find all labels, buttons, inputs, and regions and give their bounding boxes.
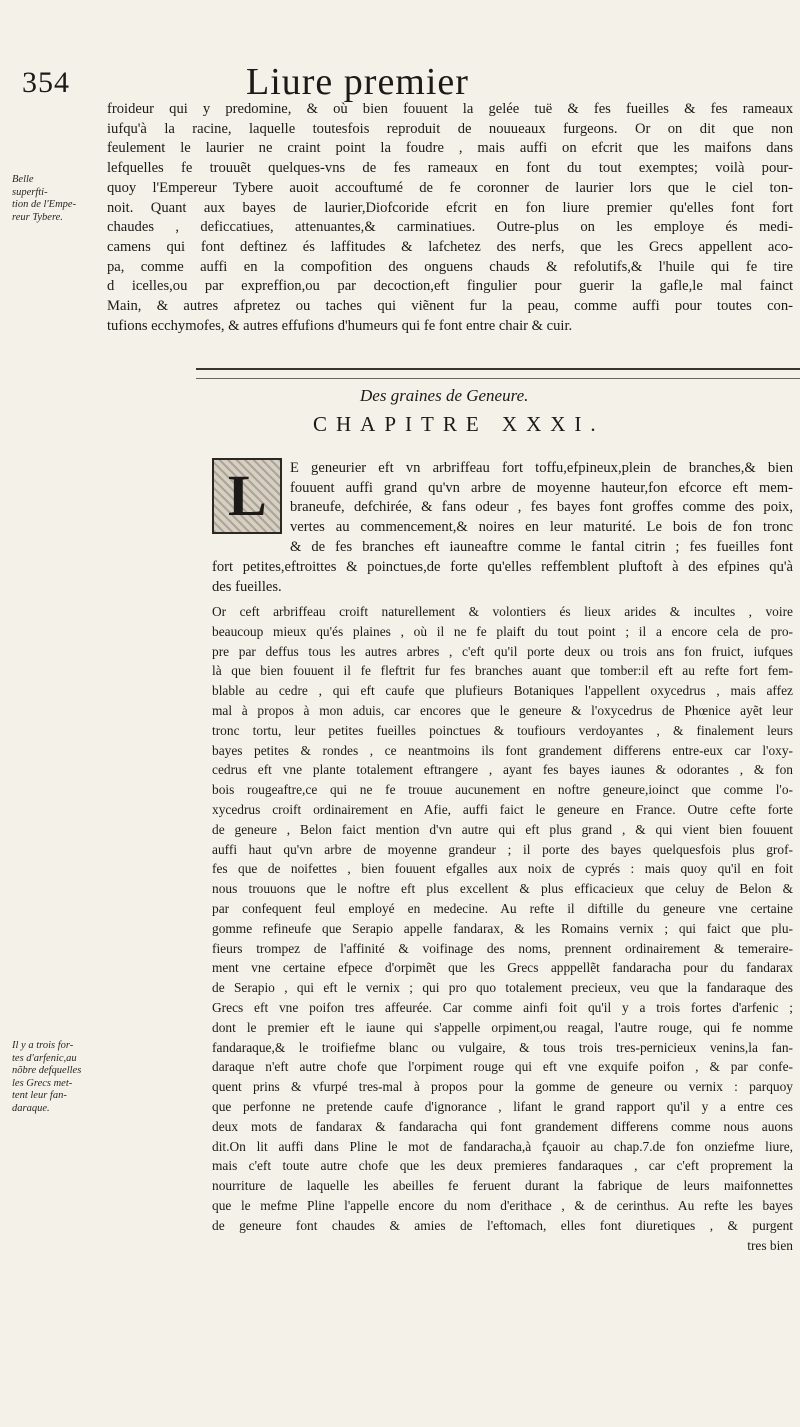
text-line: nourriture de laquelle les abeilles fe feruent durant la fabrique de leurs maifonnettes xyxy=(212,1178,793,1194)
text-line: tufions ecchymofes, & autres effufions d'humeurs qui fe font entre chair & cuir. xyxy=(107,317,573,334)
text-line: daraque n'eft autre chofe que l'orpiment rouge qui eft vne exquife poifon , & par confe- xyxy=(212,1059,793,1075)
paragraph-oxycedrus xyxy=(212,602,793,1255)
text-line: fieurs trompez de l'affinité & voifinage des noms, prennent ordinairement & temeraire- xyxy=(212,940,793,956)
text-line: deux mots de fandarax & fandaracha qui font grandement differens comme nous auons xyxy=(212,1118,793,1134)
marginal-line: daraque. xyxy=(12,1102,50,1114)
initial-letter: L xyxy=(228,463,267,528)
decorated-initial xyxy=(212,458,282,534)
marginal-line: Belle xyxy=(12,174,34,185)
chapter-heading: CHAPITRE XXXI. xyxy=(313,412,605,436)
text-line: E geneurier eft vn arbriffeau fort toffu,efpineux,plein de branches,& bien xyxy=(290,460,793,476)
catchword: tres bien xyxy=(747,1237,793,1253)
text-line: camens qui font deftinez és laffitudes & lafchetez des nerfs, que les Grecs appellent aco- xyxy=(107,238,793,255)
paragraph-laurier xyxy=(107,100,793,336)
text-line: feulement le laurier ne craint point la foudre , mais auffi on efcrit que les maifons dans xyxy=(107,140,793,157)
text-line: lefquelles fe trouuẽt quelques-vns de fes rameaux en font du tout exemptes; voilà pour- xyxy=(107,160,793,177)
text-line: braneufe, defchirée, & fans odeur , fes bayes font groffes comme des poix, xyxy=(290,499,793,516)
text-line: des fueilles. xyxy=(212,578,282,595)
text-line: par confequent feul employé en medecine. Au refte il diftille du geneure vne certaine xyxy=(212,900,793,916)
text-line: fort petites,eftroittes & poinctues,de forte qu'elles reffemblent pluftoft à des efpines qu'à xyxy=(212,559,793,575)
text-line: d icelles,ou par expreffion,ou par decoction,eft fingulier pour guerir la gafle,le mal fainct xyxy=(107,278,793,295)
text-line: de geneure font chaudes & amies de l'eftomach, elles font diuretiques , & purgent xyxy=(212,1217,793,1233)
text-line: quoy l'Empereur Tybere auoit accouftumé de fe coronner de laurier lors que le ciel ton- xyxy=(107,179,793,196)
marginal-note-arfenic xyxy=(12,1040,84,1115)
text-line: cedrus eft vne plante totalement eftrangere , ayant fes bayes iaunes & odorantes , & fon xyxy=(212,762,793,778)
text-line: vertes au commencement,& noires en leur maturité. Le bois de fon tronc xyxy=(290,519,793,536)
text-line: mal à propos à mon aduis, car encores que le geneure & l'oxycedrus de Phœnice ayẽt leur xyxy=(212,702,793,718)
marginal-line: nõbre defquelles xyxy=(12,1065,82,1076)
text-line: là que bien fouuent il fe fleftrit fur fes branches auant que tomber:il eft au refte fort fem- xyxy=(212,663,793,679)
text-line: pre par deffus tous les autres arbres , c'eft qu'il porte deux ou trois ans fon fruict, iufques xyxy=(212,643,793,659)
text-line: blable au cedre , qui eft caufe que plufieurs Botaniques l'appellent oxycedrus , mais affez xyxy=(212,683,793,699)
text-line: xycedrus croift ordinairement en Afie, auffi faict le geneure en France. Outre cefte forte xyxy=(212,801,793,817)
text-line: Or ceft arbriffeau croift naturellement & volontiers és lieux arides & incultes , voire xyxy=(212,604,793,619)
marginal-line: les Grecs met- xyxy=(12,1077,73,1089)
marginal-line: tes d'arfenic,au xyxy=(12,1052,77,1064)
text-line: bois rougeaftre,ce qui ne fe trouue aucunement en noftre geneure,ioinct que comme l'o- xyxy=(212,782,793,798)
paragraph-geneurier-intro xyxy=(290,459,793,558)
text-line: Main, & autres afpretez ou taches qui viẽnent fur la peau, comme auffi pour toutes con- xyxy=(107,298,793,315)
text-line: fes que de noifettes , bien fouuent efgalles aux noix de cyprés : mais quoy qu'il en foit xyxy=(212,861,793,877)
text-line: fouuent auffi grand qu'vn arbre de moyenne hauteur,fon efcorce eft mem- xyxy=(290,479,793,496)
text-line: que le mefme Pline l'appelle encore du nom d'erithace , & de cerinthus. Au refte les bayes xyxy=(212,1197,793,1213)
text-line: fandaraque,& le troifiefme blanc ou vulgaire, & tous trois tres-pernicieux venins,la fan- xyxy=(212,1039,793,1055)
text-line: mais c'eft toute autre chofe que les deux premieres fandaraques , car c'eft proprement la xyxy=(212,1158,793,1174)
text-line: & de fes branches eft iauneaftre comme le fantal citrin ; fes fueilles font xyxy=(290,538,793,555)
text-line: auffi haut qu'vn arbre de moyenne grandeur ; il porte des bayes quelquesfois plus grof- xyxy=(212,841,793,857)
marginal-line: superfti- xyxy=(12,186,48,198)
page-number: 354 xyxy=(22,66,70,99)
text-line: bayes petites & rondes , ce neantmoins ils font grandement differens entre-eux car l'oxy- xyxy=(212,742,793,758)
text-line: chaudes , deficcatiues, attenuantes,& carminatiues. Outre-plus on les employe és medi- xyxy=(107,219,793,236)
running-title: Liure premier xyxy=(246,61,469,103)
text-line: Grecs eft vne poifon tres affeurée. Car comme ainfi foit qu'il y a trois fortes d'arfenic ; xyxy=(212,999,793,1015)
text-line: ment vne certaine efpece d'orpimẽt que les Grecs apppellẽt fandaracha pour du fandarax xyxy=(212,960,793,976)
marginal-line: Il y a trois for- xyxy=(12,1040,74,1051)
text-line: iufqu'à la racine, laquelle toutesfois reproduit de nouueaux furgeons. Or on dit que non xyxy=(107,120,793,137)
marginal-line: reur Tybere. xyxy=(12,211,63,223)
text-line: tronc tortu, leur petites fueilles poinctues & toufiours verdoyantes , & finalement leurs xyxy=(212,722,793,738)
text-line: de geneure , Belon faict mention d'vn autre qui eft plus grand , & qui vient bien fouuent xyxy=(212,821,793,837)
marginal-line: tion de l'Empe- xyxy=(12,199,77,210)
text-line: gomme refineufe que Serapio appelle fandarax, & les Romains vernix ; qui faict que plu- xyxy=(212,920,793,936)
marginal-line: tent leur fan- xyxy=(12,1090,67,1101)
marginal-note-tybere xyxy=(12,174,84,224)
text-line: nous trouuons que le noftre eft plus excellent & plus efficacieux que celuy de Belon & xyxy=(212,881,793,897)
text-line: quent prins & vfurpé tres-mal à propos pour la gomme de geneure ou vernix : parquoy xyxy=(212,1079,793,1095)
text-line: dit.On lit auffi dans Pline le mot de fandaracha,à fçauoir au chap.7.de fon onziefme liure, xyxy=(212,1138,793,1154)
text-line: de Serapio , qui eft le vernix ; qui pro quo totalement precieux, veu que la fandaraque des xyxy=(212,980,793,996)
text-line: pa, comme auffi en la compofition des onguens chauds & refolutifs,& l'huile qui fe tire xyxy=(107,258,793,275)
decorative-rule xyxy=(196,368,800,379)
text-line: beaucoup mieux qu'és plaines , où il ne fe plaift du tout point ; il a encore cela de pro- xyxy=(212,623,793,639)
text-line: noit. Quant aux bayes de laurier,Diofcoride efcrit en fon liure premier qu'elles font fort xyxy=(107,199,793,216)
text-line: dont le premier eft le iaune qui s'appelle orpiment,ou reagal, l'autre rouge, qui fe nomme xyxy=(212,1019,793,1035)
section-title: Des graines de Geneure. xyxy=(360,386,529,405)
text-line: froideur qui y predomine, & où bien fouuent la gelée tuë & fes fueilles & fes rameaux xyxy=(107,101,793,117)
paragraph-geneurier-cont xyxy=(212,558,793,597)
text-line: que perfonne ne pretende caufe d'ignorance , lifant le grand rapport qu'il y a entre ces xyxy=(212,1098,793,1114)
